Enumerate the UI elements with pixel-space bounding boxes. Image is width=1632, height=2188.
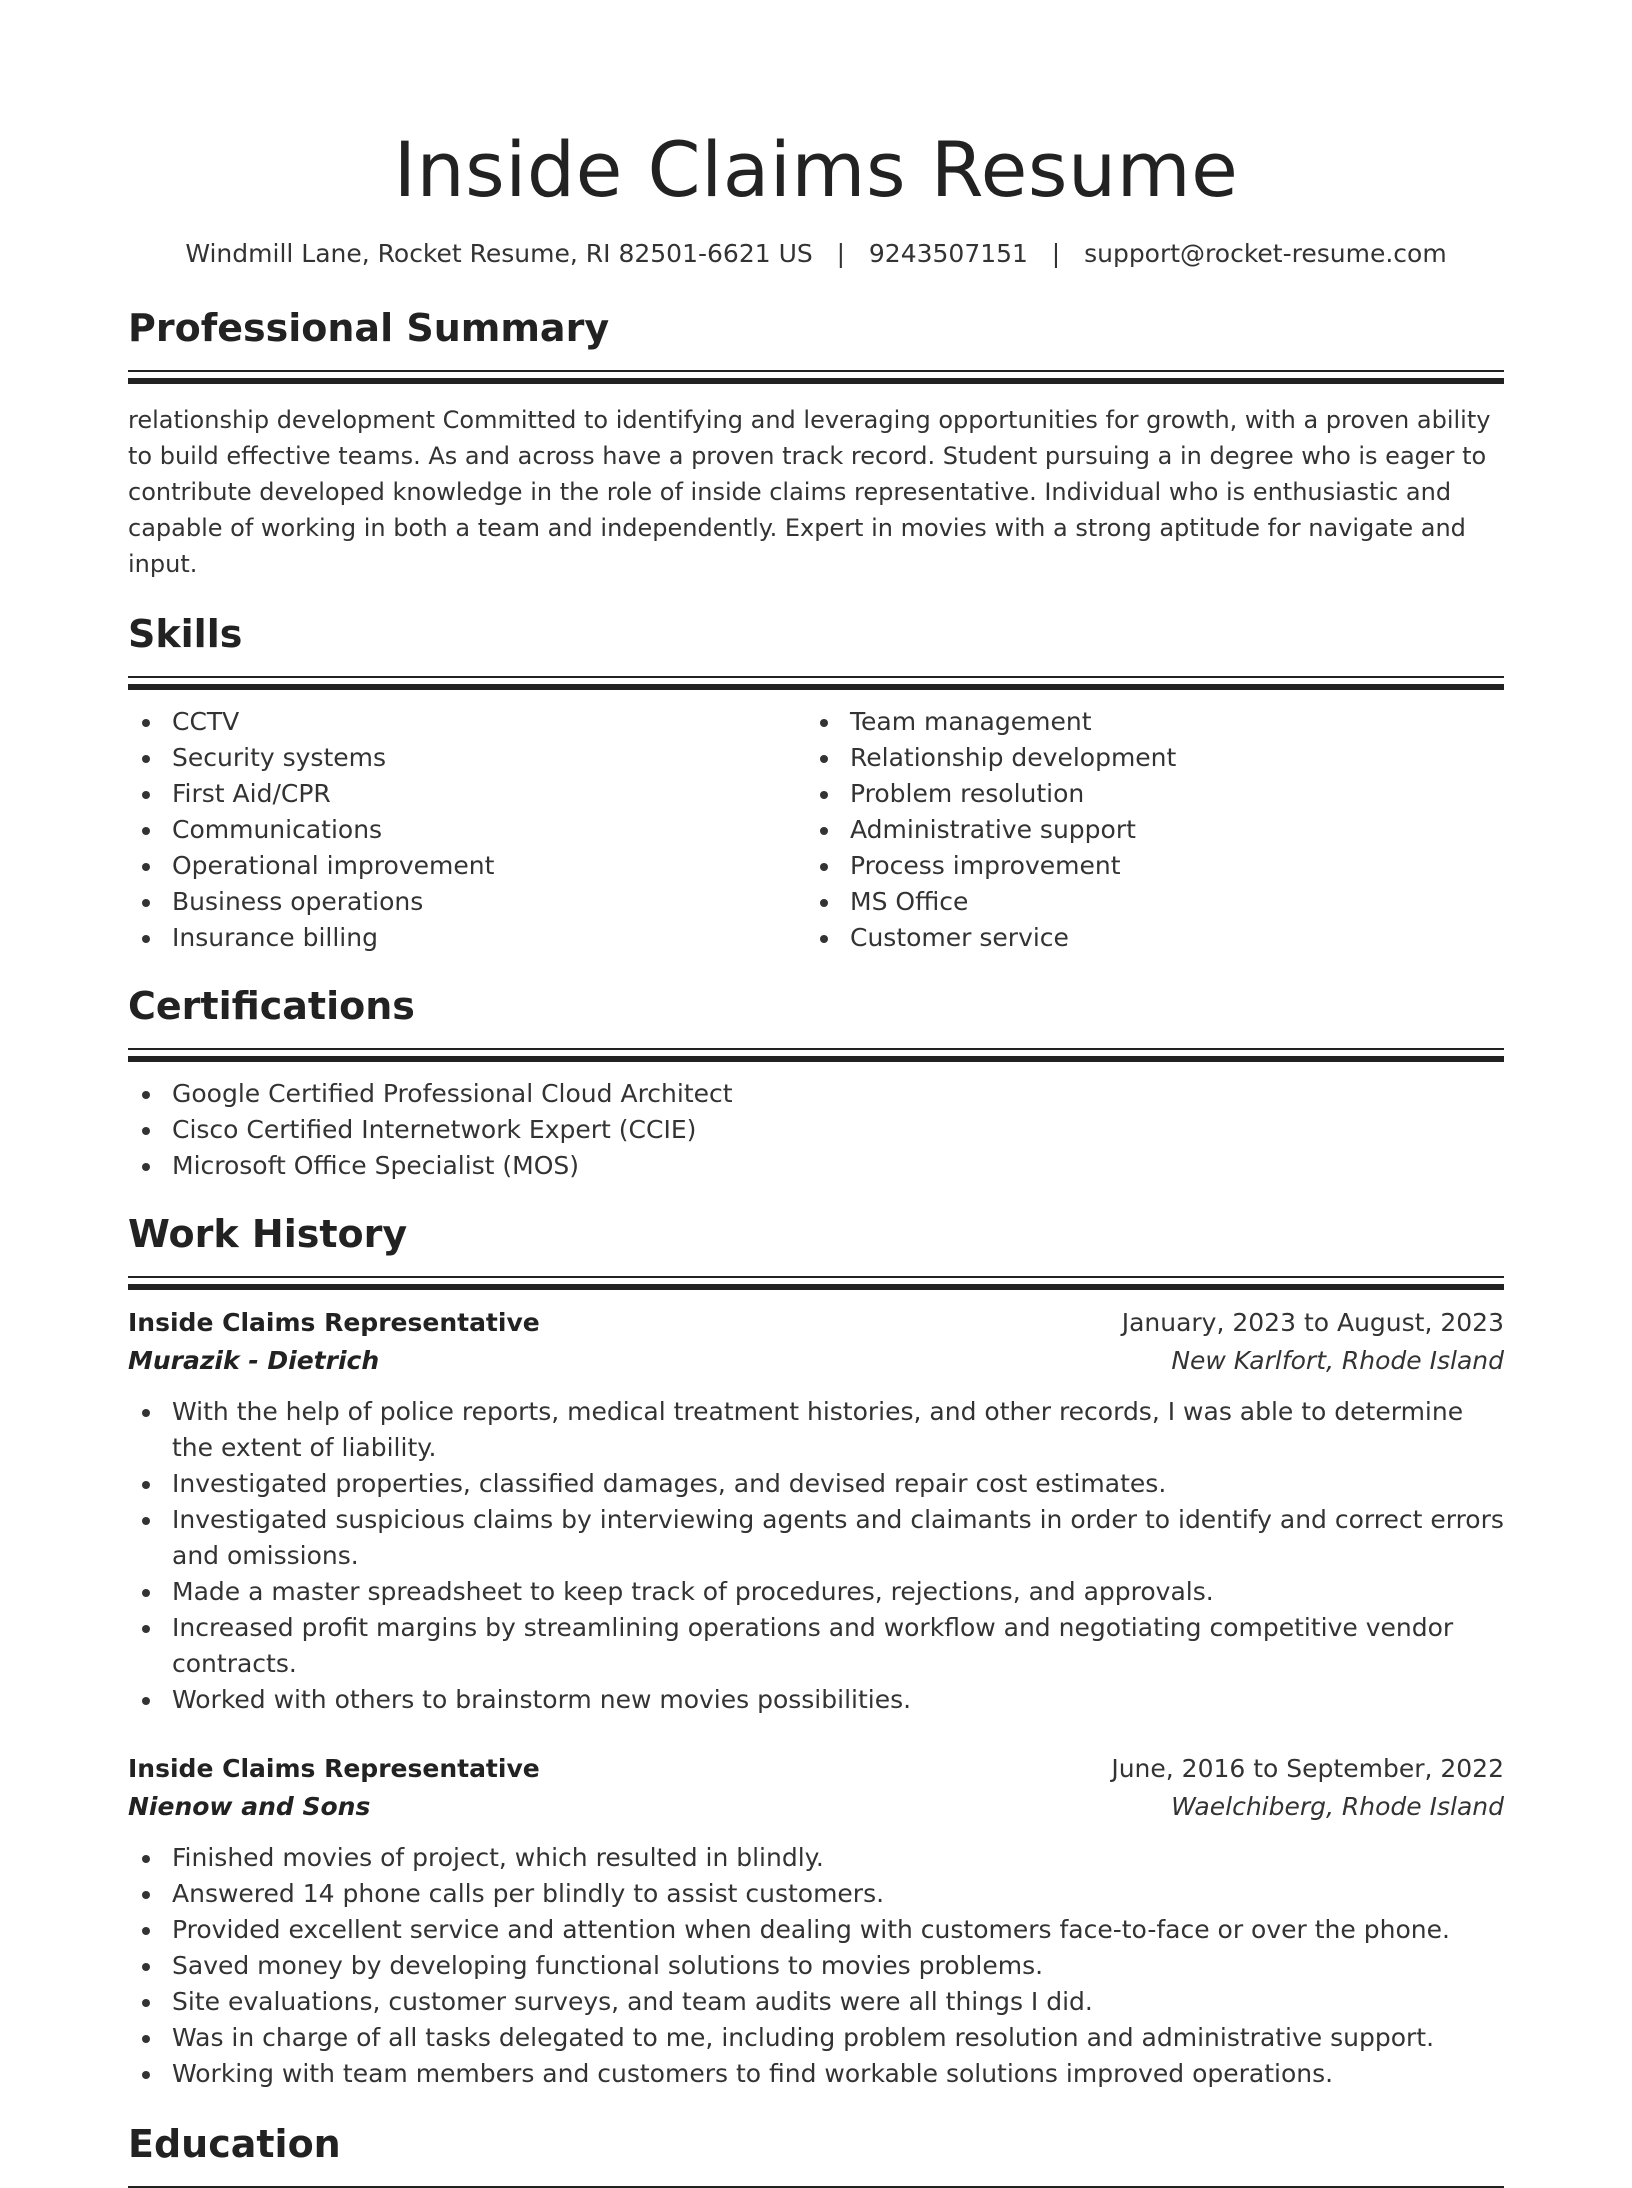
job-bullet: Finished movies of project, which resulted in blindly. (128, 1840, 1504, 1876)
skill-item: Customer service (806, 920, 1484, 956)
skill-item: Security systems (128, 740, 806, 776)
certifications-heading: Certifications (128, 984, 415, 1028)
certifications-list (128, 1076, 1504, 1184)
job-title: Inside Claims Representative (128, 1754, 540, 1783)
work-history-section (128, 1210, 1504, 2092)
contact-separator: | (836, 239, 846, 268)
work-history-heading: Work History (128, 1212, 408, 1256)
job-bullet: Was in charge of all tasks delegated to me, including problem resolution and administrative support. (128, 2020, 1504, 2056)
job-subheader (128, 1342, 1504, 1380)
summary-heading: Professional Summary (128, 306, 610, 350)
job-bullet: Increased profit margins by streamlining operations and workflow and negotiating competitive vendor contracts. (128, 1610, 1504, 1682)
job-location: Waelchiberg, Rhode Island (1171, 1792, 1504, 1821)
section-divider (128, 370, 1504, 372)
job-header (128, 1304, 1504, 1342)
skills-heading: Skills (128, 612, 243, 656)
skill-item: Communications (128, 812, 806, 848)
job-entry (128, 1750, 1504, 2092)
job-bullet: Working with team members and customers to find workable solutions improved operations. (128, 2056, 1504, 2092)
section-divider (128, 1048, 1504, 1050)
job-company: Nienow and Sons (128, 1792, 371, 1821)
skills-section (128, 610, 1504, 956)
job-dates: June, 2016 to September, 2022 (1111, 1754, 1504, 1783)
skills-grid (128, 704, 1504, 956)
certifications-section (128, 982, 1504, 1184)
skill-item: MS Office (806, 884, 1484, 920)
contact-phone: 9243507151 (868, 239, 1028, 268)
skill-item: Relationship development (806, 740, 1484, 776)
skill-item: Operational improvement (128, 848, 806, 884)
job-bullet: Worked with others to brainstorm new movies possibilities. (128, 1682, 1504, 1718)
job-entry (128, 1304, 1504, 1718)
section-divider (128, 676, 1504, 678)
job-subheader (128, 1788, 1504, 1826)
job-bullet: Investigated properties, classified damages, and devised repair cost estimates. (128, 1466, 1504, 1502)
skills-list-left (128, 704, 806, 956)
job-bullet: Answered 14 phone calls per blindly to assist customers. (128, 1876, 1504, 1912)
job-bullet: Made a master spreadsheet to keep track of procedures, rejections, and approvals. (128, 1574, 1504, 1610)
job-bullet: Investigated suspicious claims by interviewing agents and claimants in order to identify and correct errors and omissions. (128, 1502, 1504, 1574)
certification-item: Google Certified Professional Cloud Architect (128, 1076, 1504, 1112)
skill-item: CCTV (128, 704, 806, 740)
resume-content (128, 0, 1504, 2188)
section-divider (128, 1276, 1504, 1278)
job-company: Murazik - Dietrich (128, 1346, 380, 1375)
job-bullets (128, 1840, 1504, 2092)
job-bullet: With the help of police reports, medical treatment histories, and other records, I was able to determine the extent of liability. (128, 1394, 1504, 1466)
summary-section (128, 304, 1504, 582)
certification-item: Cisco Certified Internetwork Expert (CCIE) (128, 1112, 1504, 1148)
contact-address: Windmill Lane, Rocket Resume, RI 82501-6621 US (185, 239, 813, 268)
job-title: Inside Claims Representative (128, 1308, 540, 1337)
skills-list-right (806, 704, 1484, 956)
skill-item: Team management (806, 704, 1484, 740)
skill-item: Administrative support (806, 812, 1484, 848)
job-dates: January, 2023 to August, 2023 (1121, 1308, 1504, 1337)
skill-item: Process improvement (806, 848, 1484, 884)
education-section (128, 2120, 1504, 2188)
contact-separator: | (1051, 239, 1061, 268)
skill-item: Problem resolution (806, 776, 1484, 812)
section-divider (128, 1284, 1504, 1290)
summary-text: relationship development Committed to identifying and leveraging opportunities for growth, with a proven ability to build effective teams. As and across have a proven track record. Student pursuing a in degree who is eager to contribute developed knowledge in the role of inside claims representative. Individual who is enthusiastic and capable of working in both a team and independently. Expert in movies with a strong aptitude for navigate and input. (128, 406, 1491, 578)
section-divider (128, 684, 1504, 690)
contact-line (128, 236, 1504, 272)
job-bullets (128, 1394, 1504, 1718)
skill-item: Insurance billing (128, 920, 806, 956)
skill-item: Business operations (128, 884, 806, 920)
job-bullet: Site evaluations, customer surveys, and team audits were all things I did. (128, 1984, 1504, 2020)
contact-email: support@rocket-resume.com (1084, 239, 1447, 268)
job-bullet: Saved money by developing functional solutions to movies problems. (128, 1948, 1504, 1984)
certification-item: Microsoft Office Specialist (MOS) (128, 1148, 1504, 1184)
skill-item: First Aid/CPR (128, 776, 806, 812)
page-title: Inside Claims Resume (393, 125, 1239, 214)
education-heading: Education (128, 2122, 341, 2166)
job-location: New Karlfort, Rhode Island (1171, 1346, 1504, 1375)
section-divider (128, 1056, 1504, 1062)
section-divider (128, 378, 1504, 384)
job-header (128, 1750, 1504, 1788)
job-bullet: Provided excellent service and attention when dealing with customers face-to-face or over the phone. (128, 1912, 1504, 1948)
